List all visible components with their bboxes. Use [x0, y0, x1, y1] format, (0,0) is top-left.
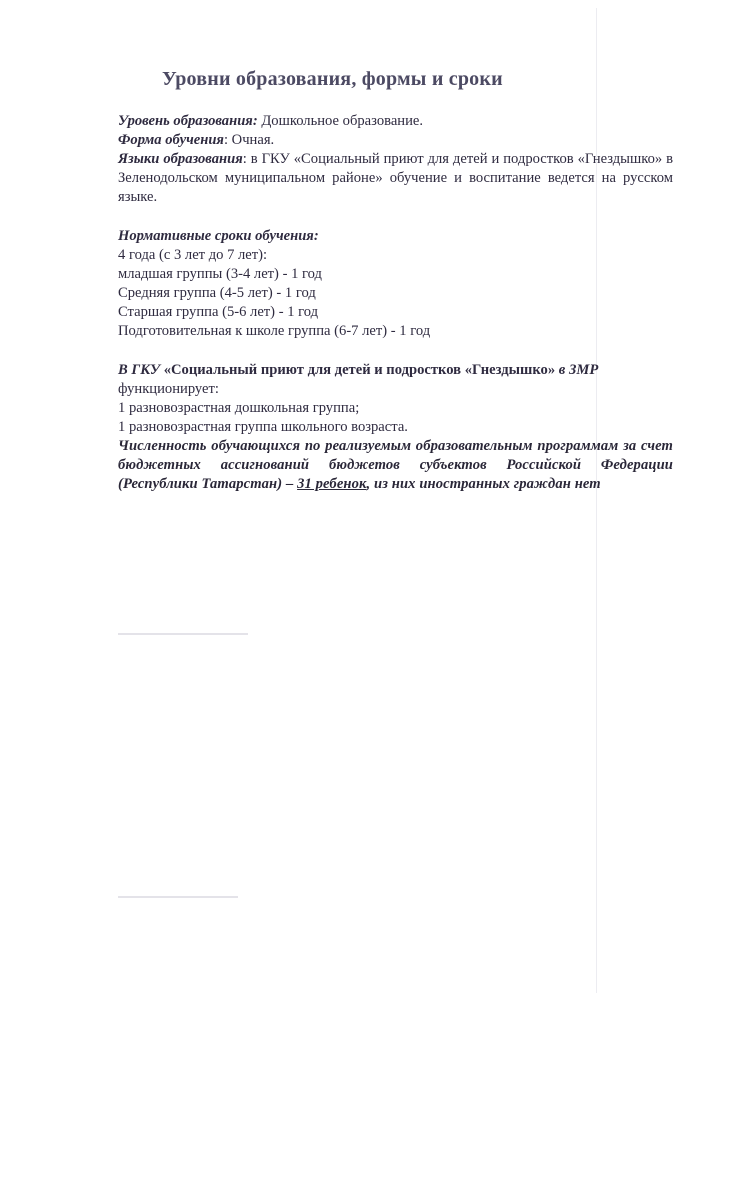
document-body	[118, 112, 673, 494]
education-languages-label: Языки образования	[118, 151, 243, 167]
scan-artifact	[118, 633, 248, 635]
terms-line: Старшая группа (5-6 лет) - 1 год	[118, 304, 319, 320]
students-count-number: 31 ребенок	[297, 476, 367, 492]
groups-intro	[118, 361, 673, 380]
groups-intro-suffix: в ЗМР	[555, 362, 599, 378]
terms-line: Средняя группа (4-5 лет) - 1 год	[118, 285, 316, 301]
education-form-label: Форма обучения	[118, 132, 224, 148]
groups-intro-name: «Социальный приют для детей и подростков «Гнездышко»	[163, 362, 556, 378]
terms-heading: Нормативные сроки обучения:	[118, 228, 319, 244]
education-form-value: : Очная.	[223, 132, 275, 148]
students-count-paragraph	[118, 437, 673, 494]
groups-intro-prefix: В ГКУ	[118, 362, 164, 378]
scan-artifact	[118, 896, 238, 898]
group-item: 1 разновозрастная группа школьного возраста.	[118, 419, 408, 435]
education-languages-paragraph	[118, 150, 673, 207]
groups-functions: функционирует:	[118, 381, 219, 397]
education-level-value: Дошкольное образование.	[257, 113, 424, 129]
students-count-text: Численность обучающихся по реализуемым образовательным программам за счет бюджетных ассигнований бюджетов субъектов Российской Федерации (Республики Татарстан) –	[118, 438, 673, 492]
page-title: Уровни образования, формы и сроки	[162, 68, 503, 90]
education-level-line	[118, 112, 673, 131]
terms-line: младшая группы (3-4 лет) - 1 год	[118, 266, 322, 282]
education-form-line	[118, 131, 673, 150]
group-item: 1 разновозрастная дошкольная группа;	[118, 400, 360, 416]
education-level-label: Уровень образования:	[118, 113, 258, 129]
terms-line: Подготовительная к школе группа (6-7 лет) - 1 год	[118, 323, 431, 339]
terms-line: 4 года (с 3 лет до 7 лет):	[118, 247, 268, 263]
students-count-tail: , из них иностранных граждан нет	[366, 476, 601, 492]
education-languages-value: : в ГКУ «Социальный приют для детей и подростков «Гнездышко» в Зеленодольском муниципальном районе» обучение и воспитание ведется на русском языке.	[118, 151, 673, 205]
